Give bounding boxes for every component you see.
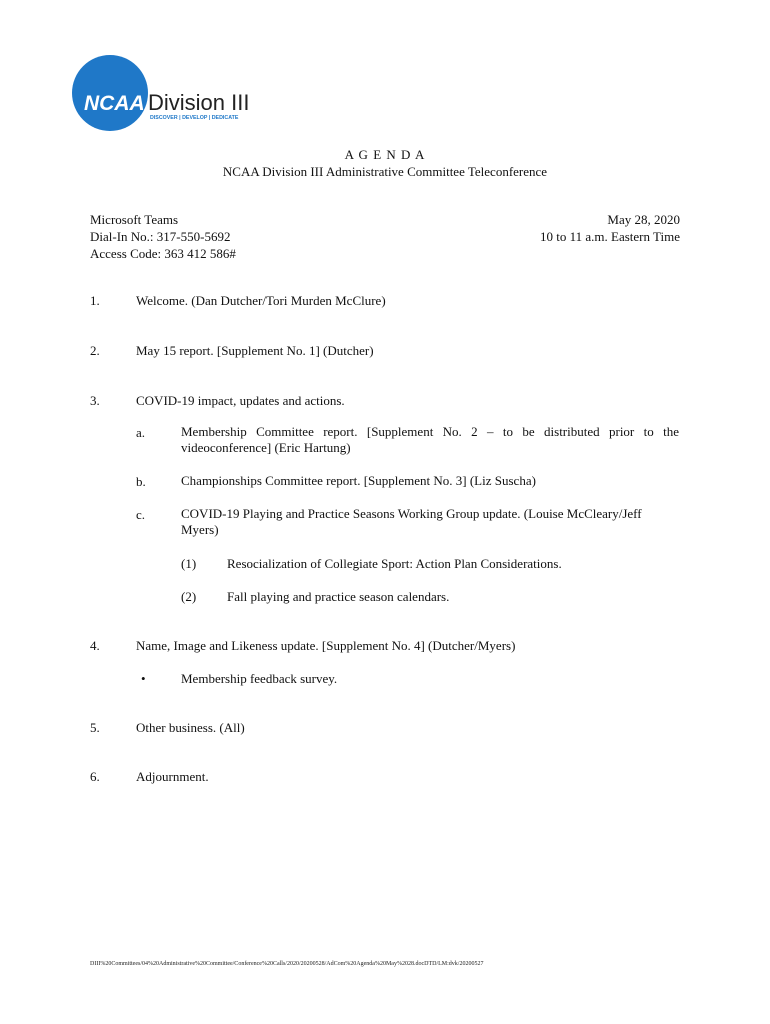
subitem-text: Membership Committee report. [Supplement No. 2 – to be distributed prior to the videoconference] (Eric Hartung): [181, 424, 679, 455]
item-text: Other business. (All): [136, 720, 245, 735]
subsubitem-text: Resocialization of Collegiate Sport: Action Plan Considerations.: [227, 556, 562, 571]
meeting-time: 10 to 11 a.m. Eastern Time: [540, 229, 680, 244]
meeting-date: May 28, 2020: [607, 212, 680, 227]
agenda-title: A G E N D A: [344, 147, 426, 162]
subitem-text: Championships Committee report. [Supplement No. 3] (Liz Suscha): [181, 473, 536, 488]
logo-graphic: [72, 55, 272, 133]
logo-ncaa-text: NCAA: [84, 92, 145, 115]
bullet-text: Membership feedback survey.: [181, 671, 338, 686]
item-text: May 15 report. [Supplement No. 1] (Dutcher): [136, 343, 374, 358]
agenda-subtitle: NCAA Division III Administrative Committee Teleconference: [222, 164, 548, 179]
item-number: 3.: [90, 393, 100, 408]
subitem-text: COVID-19 Playing and Practice Seasons Working Group update. (Louise McCleary/Jeff Myers): [181, 506, 642, 537]
item-number: 5.: [90, 720, 100, 735]
subitem-letter: c.: [136, 507, 146, 522]
item-text: Welcome. (Dan Dutcher/Tori Murden McClure): [136, 293, 386, 308]
item-number: 1.: [90, 293, 100, 308]
meeting-dial-in: Dial-In No.: 317-550-5692: [90, 229, 231, 244]
ncaa-division-iii-logo: [72, 55, 272, 133]
document-footer-path: DIII%20Committees/04%20Administrative%20Committee/Conference%20Calls/2020/20200528/AdCom%20Agenda%20May%2028.docDTD/LM:dvk/20200527: [90, 961, 484, 967]
subitem-letter: a.: [136, 425, 146, 440]
bullet-mark: •: [141, 671, 146, 686]
subsubitem-number: (2): [181, 589, 197, 604]
subsubitem-number: (1): [181, 556, 197, 571]
item-text: Adjournment.: [136, 769, 209, 784]
subsubitem-text: Fall playing and practice season calendars.: [227, 589, 450, 604]
logo-division-text: Division III: [148, 90, 250, 115]
item-number: 6.: [90, 769, 100, 784]
item-number: 4.: [90, 638, 100, 653]
meeting-access-code: Access Code: 363 412 586#: [90, 246, 236, 261]
item-number: 2.: [90, 343, 100, 358]
item-text: COVID-19 impact, updates and actions.: [136, 393, 345, 408]
meeting-platform: Microsoft Teams: [90, 212, 179, 227]
logo-tagline: DISCOVER | DEVELOP | DEDICATE: [150, 115, 239, 121]
subitem-letter: b.: [136, 474, 146, 489]
item-text: Name, Image and Likeness update. [Supplement No. 4] (Dutcher/Myers): [136, 638, 516, 653]
